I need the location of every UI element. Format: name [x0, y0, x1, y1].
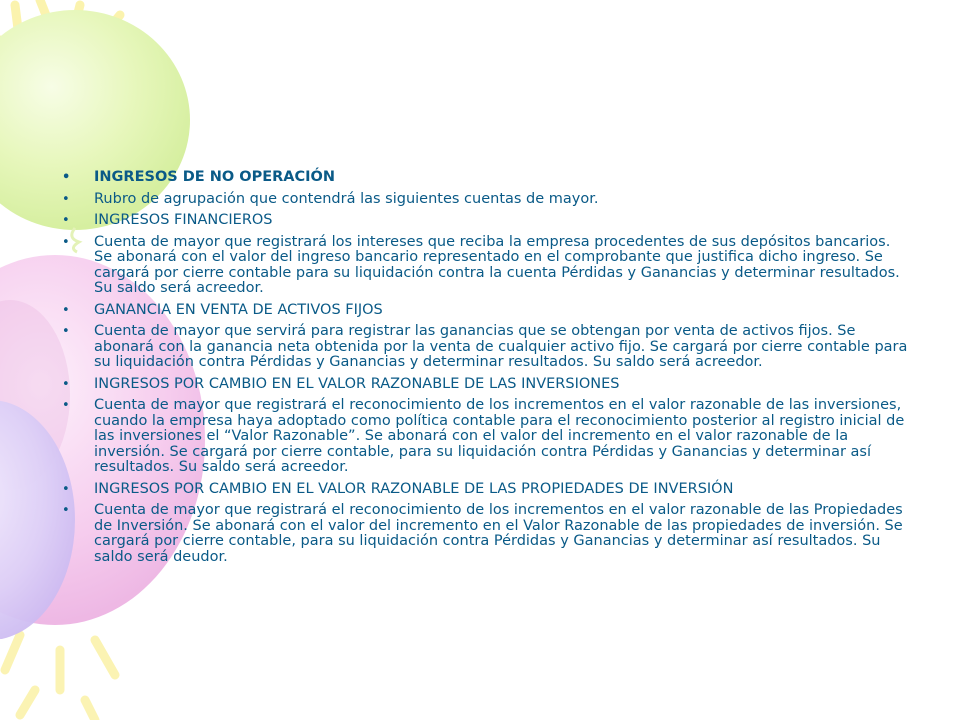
bullet-item: • Cuenta de mayor que servirá para registrar las ganancias que se obtengan por venta de activos fijos. Se abonará con la ganancia neta obtenida por la venta de cualquier activo fijo. Se cargará por cierre contable para su liquidación contra Pérdidas y Ganancias y determinar resultados. Su saldo será acreedor. [62, 324, 910, 371]
bullet-item: • INGRESOS POR CAMBIO EN EL VALOR RAZONABLE DE LAS PROPIEDADES DE INVERSIÓN [62, 482, 910, 498]
bullet-item: • INGRESOS FINANCIEROS [62, 213, 910, 229]
sun-rays-bottom [5, 635, 115, 720]
bullet-item: • Cuenta de mayor que registrará el reconocimiento de los incrementos en el valor razonable de las inversiones, cuando la empresa haya adoptado como política contable para el reconocimiento posterior al registro inicial de las inversiones el “Valor Razonable”. Se abonará con el valor del incremento en el valor razonable de la inversión. Se cargará por cierre contable, para su liquidación contra Pérdidas y Ganancias y determinar así resultados. Su saldo será acreedor. [62, 398, 910, 476]
slide-title: • INGRESOS DE NO OPERACIÓN [62, 170, 910, 186]
bullet-item: • Cuenta de mayor que registrará el reconocimiento de los incrementos en el valor razonable de las Propiedades de Inversión. Se abonará con el valor del incremento en el Valor Razonable de las propiedades de inversión. Se cargará por cierre contable, para su liquidación contra Pérdidas y Ganancias y determinar así resultados. Su saldo será deudor. [62, 503, 910, 565]
bullet-item: • Rubro de agrupación que contendrá las siguientes cuentas de mayor. [62, 192, 910, 208]
bullet-item: • Cuenta de mayor que registrará los intereses que reciba la empresa procedentes de sus depósitos bancarios. Se abonará con el valor del ingreso bancario representado en el comprobante que justifica dicho ingreso. Se cargará por cierre contable para su liquidación contra la cuenta Pérdidas y Ganancias y determinar resultados. Su saldo será acreedor. [62, 235, 910, 297]
bullet-item: • GANANCIA EN VENTA DE ACTIVOS FIJOS [62, 303, 910, 319]
slide-bullet-list [62, 170, 910, 571]
bullet-item: • INGRESOS POR CAMBIO EN EL VALOR RAZONABLE DE LAS INVERSIONES [62, 377, 910, 393]
